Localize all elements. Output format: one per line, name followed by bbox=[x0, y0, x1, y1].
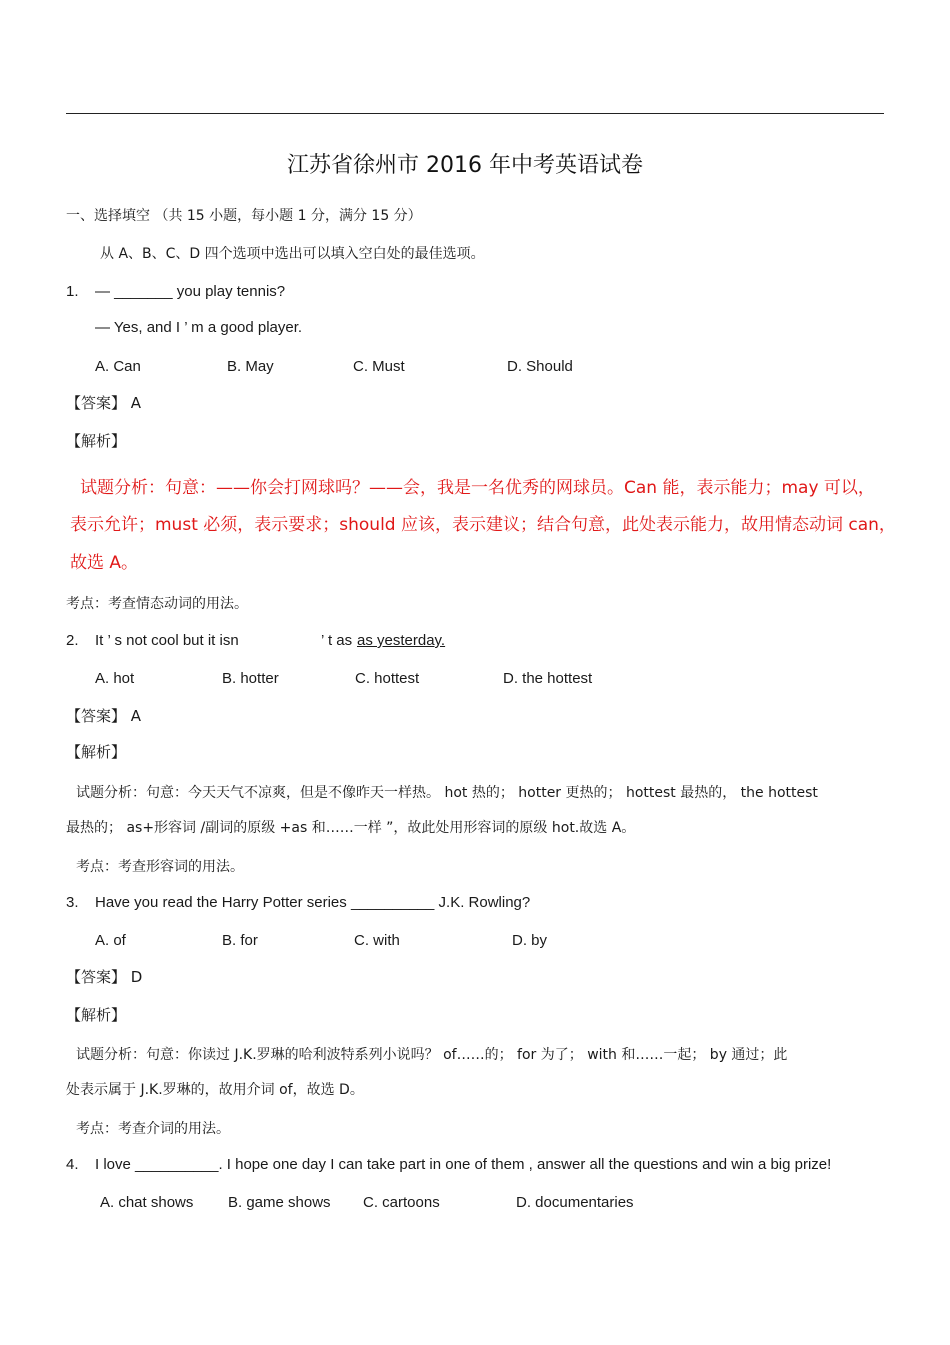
q3-analysis-line2: 处表示属于 J.K.罗琳的，故用介词 of，故选 D。 bbox=[66, 1082, 364, 1098]
q2-stem-c: as yesterday. bbox=[357, 632, 446, 649]
q3-stem: Have you read the Harry Potter series __________ J.K. Rowling? bbox=[95, 894, 531, 911]
instructions: 从 A、B、C、D 四个选项中选出可以填入空白处的最佳选项。 bbox=[100, 246, 485, 262]
q1-analysis-line3: 故选 A。 bbox=[70, 553, 139, 573]
q4-option-a: A. chat shows bbox=[100, 1194, 194, 1211]
q2-option-d: D. the hottest bbox=[503, 670, 593, 687]
q3-option-a: A. of bbox=[95, 932, 126, 949]
q3-number: 3. bbox=[66, 894, 79, 911]
q3-option-c: C. with bbox=[354, 932, 400, 949]
q1-analysis-line2: 表示允许；must 必须，表示要求；should 应该，表示建议；结合句意，此处表示能力，故用情态动词 can， bbox=[70, 515, 896, 535]
q3-point: 考点：考查介词的用法。 bbox=[76, 1121, 230, 1137]
q4-stem: I love __________. I hope one day I can take part in one of them , answer all the questions and win a big prize! bbox=[95, 1156, 832, 1173]
q2-analysis-line1: 试题分析：句意：今天天气不凉爽，但是不像昨天一样热。 hot 热的； hotter 更热的； hottest 最热的， the hottest bbox=[76, 785, 818, 801]
q1-answer: 【答案】 A bbox=[66, 394, 142, 412]
q2-option-b: B. hotter bbox=[222, 670, 279, 687]
q1-option-d: D. Should bbox=[507, 358, 573, 375]
q2-answer: 【答案】 A bbox=[66, 707, 142, 725]
q4-option-d: D. documentaries bbox=[516, 1194, 634, 1211]
header-rule bbox=[66, 113, 884, 114]
q3-option-d: D. by bbox=[512, 932, 548, 949]
q1-number: 1. bbox=[66, 283, 79, 300]
q1-option-a: A. Can bbox=[95, 358, 141, 375]
q1-line1: — _______ you play tennis? bbox=[95, 283, 286, 300]
q2-analysis-label: 【解析】 bbox=[66, 743, 127, 761]
q1-point: 考点：考查情态动词的用法。 bbox=[66, 596, 248, 612]
q2-number: 2. bbox=[66, 632, 79, 649]
q3-analysis-label: 【解析】 bbox=[66, 1006, 127, 1024]
page-title: 江苏省徐州市 2016 年中考英语试卷 bbox=[287, 153, 643, 178]
section-heading: 一、选择填空 （共 15 小题，每小题 1 分，满分 15 分） bbox=[66, 208, 422, 224]
q4-option-c: C. cartoons bbox=[363, 1194, 440, 1211]
q1-line2: — Yes, and I ’ m a good player. bbox=[95, 319, 303, 336]
q1-option-b: B. May bbox=[227, 358, 274, 375]
q4-option-b: B. game shows bbox=[228, 1194, 331, 1211]
q2-option-c: C. hottest bbox=[355, 670, 420, 687]
q1-option-c: C. Must bbox=[353, 358, 405, 375]
q4-number: 4. bbox=[66, 1156, 79, 1173]
q2-stem-a: It ’ s not cool but it isn bbox=[95, 632, 239, 649]
q2-analysis-line2: 最热的； as+形容词 /副词的原级 +as 和……一样 ”，故此处用形容词的原级 hot.故选 A。 bbox=[66, 820, 636, 836]
q1-analysis-line1: 试题分析：句意：——你会打网球吗？——会，我是一名优秀的网球员。Can 能，表示能力；may 可以， bbox=[80, 478, 875, 498]
q3-analysis-line1: 试题分析：句意：你读过 J.K.罗琳的哈利波特系列小说吗？ of……的； for 为了； with 和……一起； by 通过；此 bbox=[76, 1047, 788, 1063]
q2-stem-b: ’ t as bbox=[321, 632, 353, 649]
q1-analysis-label: 【解析】 bbox=[66, 432, 127, 450]
q3-answer: 【答案】 D bbox=[66, 968, 143, 986]
q2-point: 考点：考查形容词的用法。 bbox=[76, 859, 244, 875]
q3-option-b: B. for bbox=[222, 932, 258, 949]
q2-option-a: A. hot bbox=[95, 670, 135, 687]
